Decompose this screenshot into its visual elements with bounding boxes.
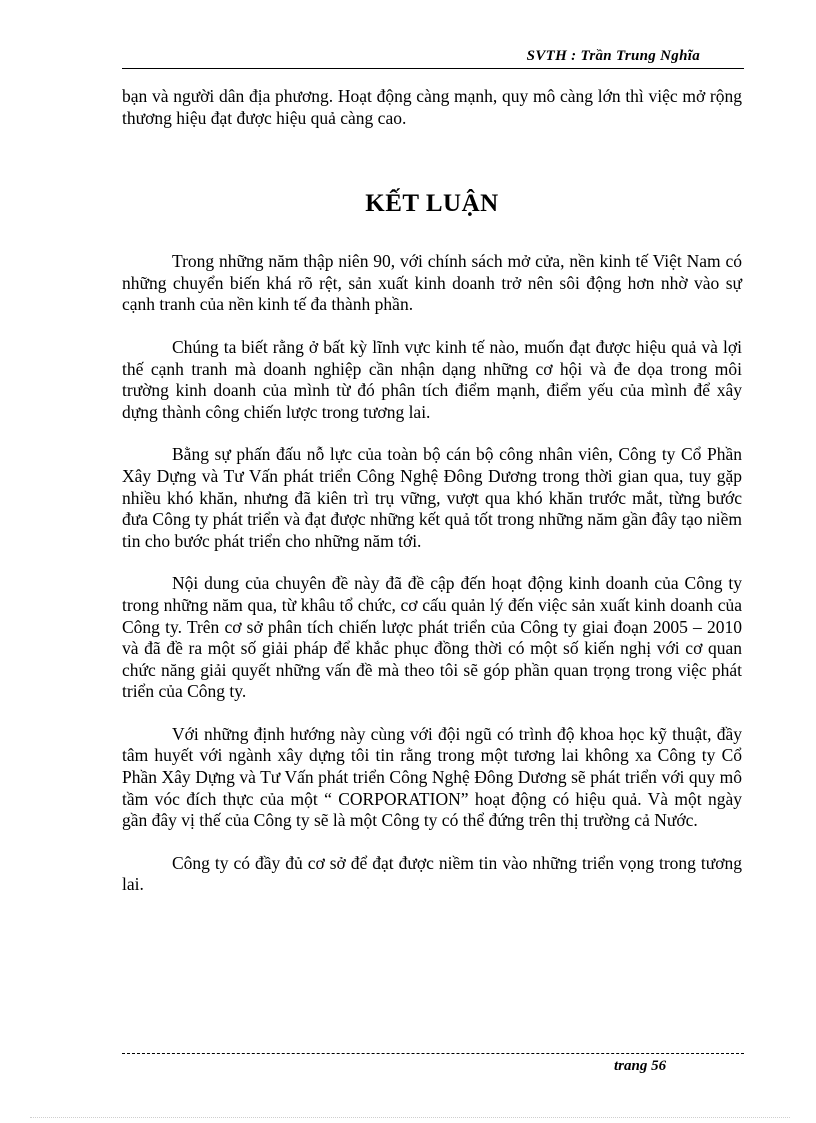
page-header	[122, 48, 744, 69]
paragraph-4: Nội dung của chuyên đề này đã đề cập đến hoạt động kinh doanh của Công ty trong những năm qua, từ khâu tổ chức, cơ cấu quản lý đến việc sản xuất kinh doanh của Công ty. Trên cơ sở phân tích chiến lược phát triển của Công ty giai đoạn 2005 – 2010 và đã đề ra một số giải pháp để khắc phục đồng thời có một số kiến nghị với cơ quan chức năng giải quyết những vấn đề mà theo tôi sẽ góp phần quan trọng trong việc phát triển của Công ty.	[122, 573, 742, 702]
page-bottom-edge	[30, 1117, 790, 1118]
footer-divider	[122, 1053, 744, 1054]
page-number: trang 56	[614, 1058, 667, 1074]
page-content	[122, 86, 742, 917]
paragraph-1: Trong những năm thập niên 90, với chính sách mở cửa, nền kinh tế Việt Nam có những chuyển biến khá rõ rệt, sản xuất kinh doanh trở nên sôi động hơn nhờ vào sự cạnh tranh của nền kinh tế đa thành phần.	[122, 251, 742, 315]
paragraph-5: Với những định hướng này cùng với đội ngũ có trình độ khoa học kỹ thuật, đầy tâm huyết với ngành xây dựng tôi tin rằng trong một tương lai không xa Công ty Cổ Phần Xây Dựng và Tư Vấn phát triển Công Nghệ Đông Dương sẽ phát triển với quy mô tầm vóc đích thực của một “ CORPORATION” hoạt động có hiệu quả. Và một ngày gần đây vị thế của Công ty sẽ là một Công ty có thể đứng trên thị trường cả Nước.	[122, 723, 742, 831]
header-author: SVTH : Trần Trung Nghĩa	[526, 48, 700, 64]
paragraph-3: Bằng sự phấn đấu nỗ lực của toàn bộ cán bộ công nhân viên, Công ty Cổ Phần Xây Dựng và Tư Vấn phát triển Công Nghệ Đông Dương trong thời gian qua, tuy gặp nhiều khó khăn, nhưng đã kiên trì trụ vững, vượt qua khó khăn trước mắt, từng bước đưa Công ty phát triển và đạt được những kết quả tốt trong những năm gần đây tạo niềm tin cho bước phát triển cho những năm tới.	[122, 444, 742, 551]
intro-paragraph: bạn và người dân địa phương. Hoạt động càng mạnh, quy mô càng lớn thì việc mở rộng thương hiệu đạt được hiệu quả càng cao.	[122, 86, 742, 128]
section-title: KẾT LUẬN	[365, 190, 499, 218]
paragraph-6: Công ty có đầy đủ cơ sở để đạt được niềm tin vào những triển vọng trong tương lai.	[122, 852, 742, 895]
paragraph-2: Chúng ta biết rằng ở bất kỳ lĩnh vực kinh tế nào, muốn đạt được hiệu quả và lợi thế cạnh tranh mà doanh nghiệp cần nhận dạng những cơ hội và đe dọa trong môi trường kinh doanh của mình từ đó phân tích điểm mạnh, điểm yếu của mình để xây dựng thành công chiến lược trong tương lai.	[122, 336, 742, 422]
